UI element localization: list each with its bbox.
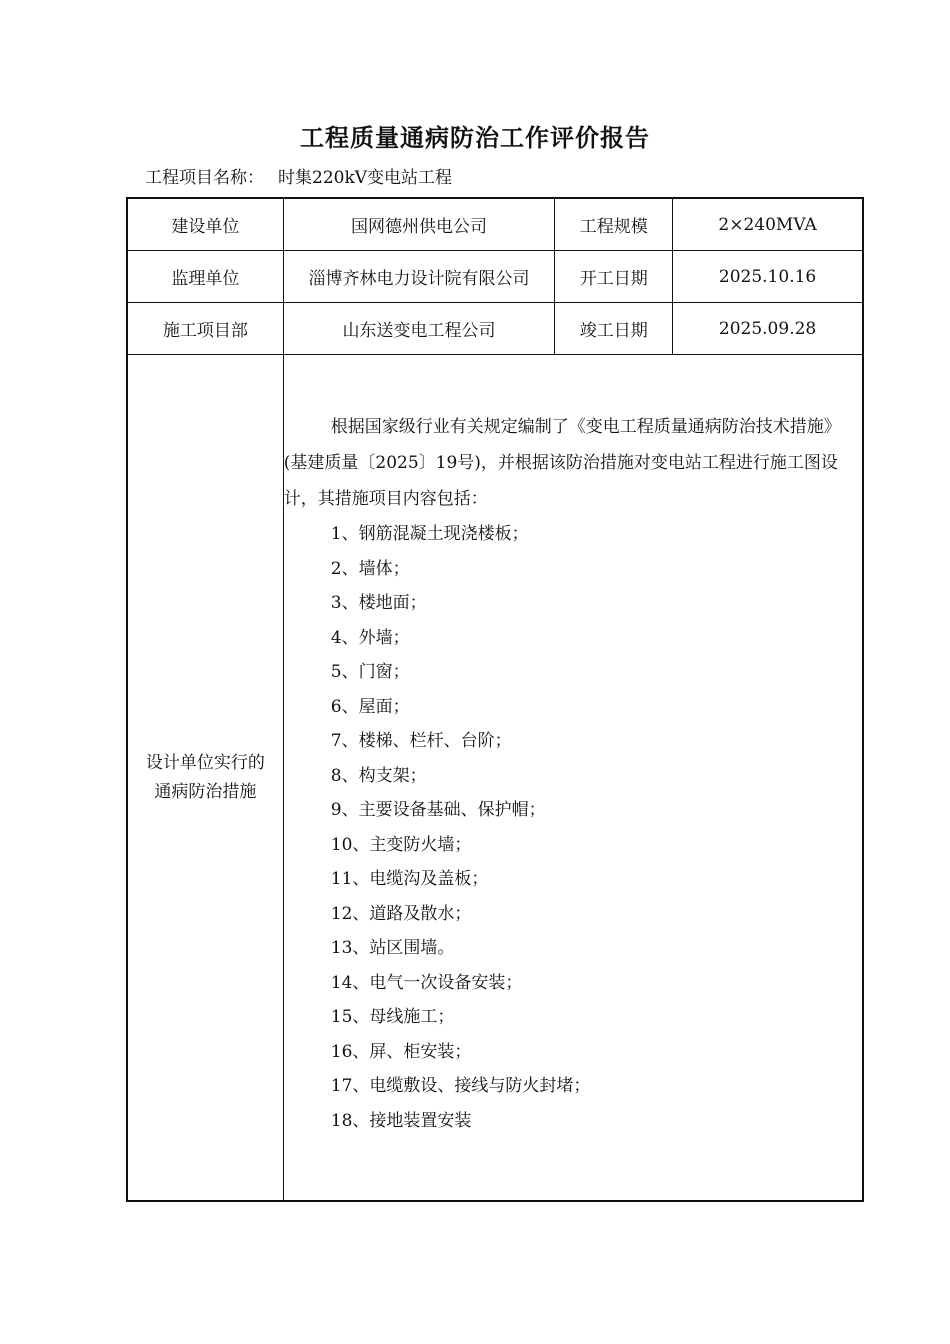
supervision-unit-label: 监理单位 <box>127 251 283 303</box>
measure-item: 5、门窗； <box>330 662 410 682</box>
measure-item: 18、接地装置安装 <box>330 1110 472 1131</box>
measure-item: 12、道路及散水； <box>330 903 472 924</box>
measures-intro: 根据国家级行业有关规定编制了《变电工程质量通病防治技术措施》(基建质量〔2025〕19号)，并根据该防治措施对变电站工程进行施工图设计，其措施项目内容包括： <box>283 417 841 509</box>
measure-item: 11、电缆沟及盖板； <box>330 869 489 889</box>
measure-item: 15、母线施工； <box>330 1007 455 1027</box>
table-row <box>127 303 863 355</box>
project-name-label: 工程项目名称： <box>145 168 264 188</box>
page-title: 工程质量通病防治工作评价报告 <box>300 123 650 152</box>
measure-item: 17、电缆敷设、接线与防火封堵； <box>330 1076 591 1096</box>
construction-dept-label: 施工项目部 <box>127 303 283 355</box>
measures-label-line2: 通病防治措施 <box>154 781 257 802</box>
project-name-value: 时集220kV变电站工程 <box>278 168 453 188</box>
measures-item-list <box>284 517 856 1138</box>
measure-item: 14、电气一次设备安装； <box>330 972 523 993</box>
measure-item: 4、外墙； <box>330 627 410 648</box>
project-name-line <box>145 163 452 188</box>
construction-unit-label: 建设单位 <box>127 198 283 251</box>
measure-item: 13、站区围墙。 <box>330 938 455 958</box>
measures-content-cell <box>283 355 863 1202</box>
measure-item: 9、主要设备基础、保护帽； <box>330 800 546 820</box>
start-date-label: 开工日期 <box>555 251 673 303</box>
completion-date-label: 竣工日期 <box>555 303 673 355</box>
measures-label-line1: 设计单位实行的 <box>145 752 265 773</box>
evaluation-form-table <box>126 197 864 1202</box>
measure-item: 16、屏、柜安装； <box>330 1041 472 1062</box>
measure-item: 6、屋面； <box>330 696 410 717</box>
measure-item: 3、楼地面； <box>330 593 427 613</box>
measure-item: 8、构支架； <box>330 765 427 786</box>
project-scale-value: 2×240MVA <box>673 198 863 251</box>
start-date-value: 2025.10.16 <box>673 251 863 303</box>
completion-date-value: 2025.09.28 <box>673 303 863 355</box>
construction-dept-value: 山东送变电工程公司 <box>283 303 555 355</box>
measure-item: 1、钢筋混凝土现浇楼板； <box>330 524 529 544</box>
measure-item: 7、楼梯、栏杆、台阶； <box>330 731 512 751</box>
table-row <box>127 355 863 1202</box>
measures-label-cell <box>127 355 283 1202</box>
supervision-unit-value: 淄博齐林电力设计院有限公司 <box>283 251 555 303</box>
measure-item: 10、主变防火墙； <box>330 834 472 855</box>
project-scale-label: 工程规模 <box>555 198 673 251</box>
measure-item: 2、墙体； <box>330 558 410 579</box>
table-row <box>127 251 863 303</box>
construction-unit-value: 国网德州供电公司 <box>283 198 555 251</box>
table-row <box>127 198 863 251</box>
measures-content <box>284 355 862 1138</box>
